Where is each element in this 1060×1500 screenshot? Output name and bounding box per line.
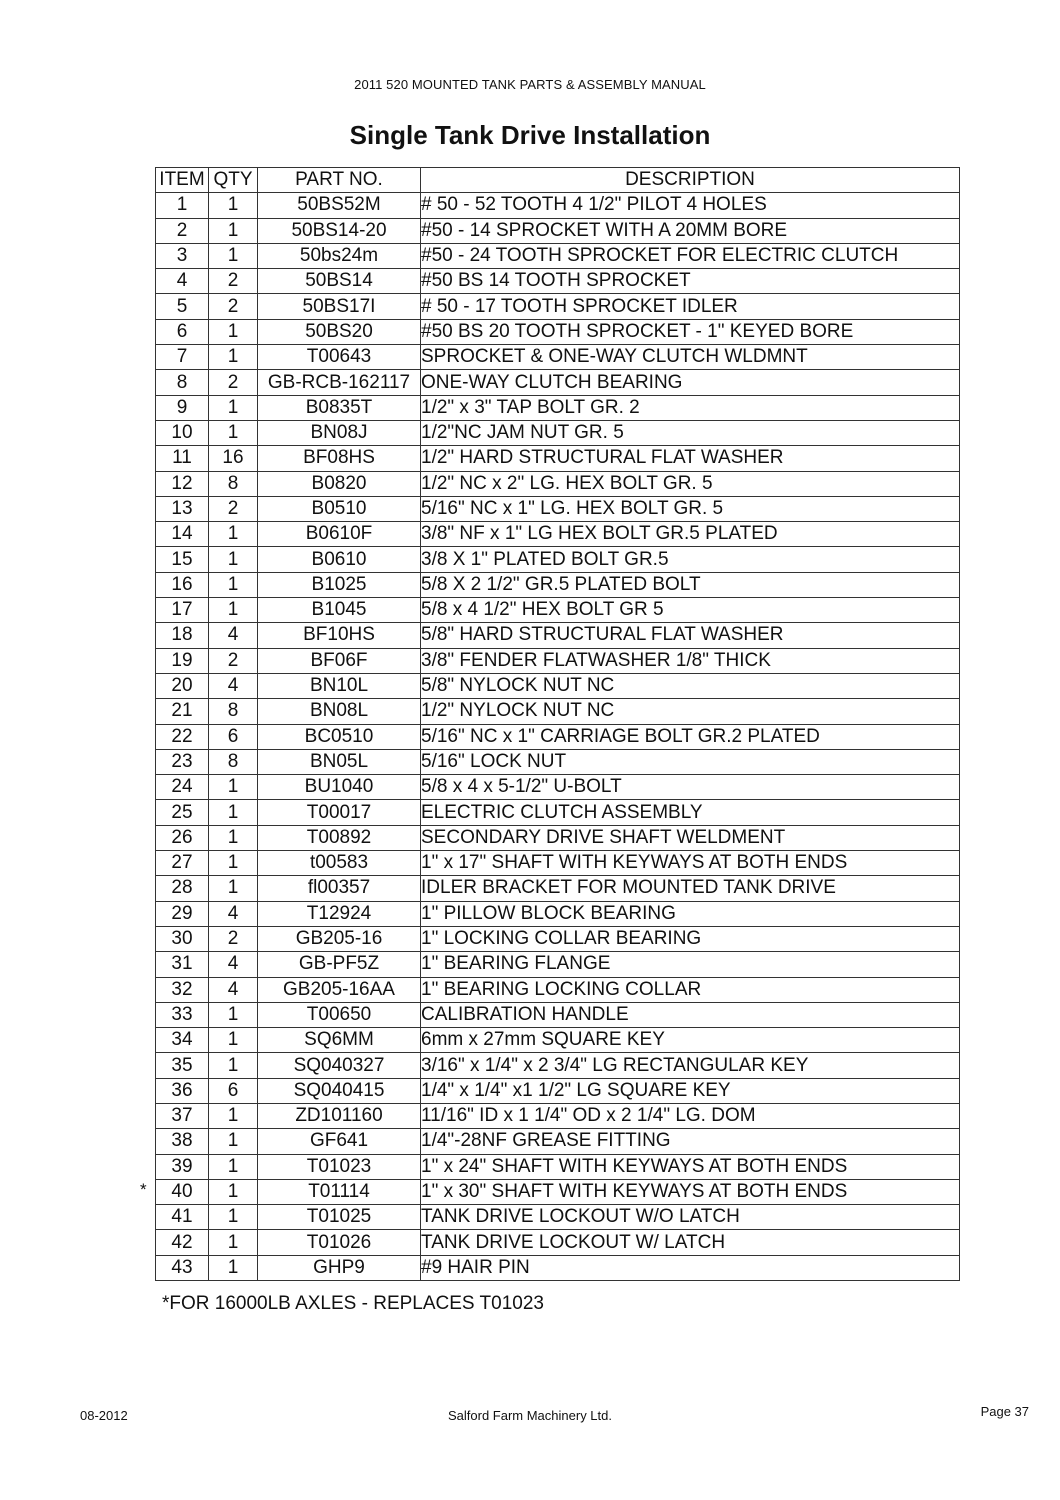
description-cell: 1/2"NC JAM NUT GR. 5 xyxy=(421,420,960,445)
part-no-cell: T00017 xyxy=(258,800,421,825)
item-cell: 30 xyxy=(156,926,209,951)
description-cell: 11/16" ID x 1 1/4" OD x 2 1/4" LG. DOM xyxy=(421,1103,960,1128)
qty-cell: 2 xyxy=(209,269,258,294)
item-cell: 41 xyxy=(156,1205,209,1230)
part-no-cell: 50BS20 xyxy=(258,319,421,344)
description-cell: TANK DRIVE LOCKOUT W/ LATCH xyxy=(421,1230,960,1255)
part-no-cell: GB-PF5Z xyxy=(258,952,421,977)
description-cell: 1" x 17" SHAFT WITH KEYWAYS AT BOTH ENDS xyxy=(421,851,960,876)
part-no-cell: B1025 xyxy=(258,572,421,597)
item-cell: 13 xyxy=(156,496,209,521)
table-row xyxy=(156,572,960,597)
item-cell: 25 xyxy=(156,800,209,825)
item-cell: 42 xyxy=(156,1230,209,1255)
part-no-cell: B0610F xyxy=(258,522,421,547)
item-cell: 12 xyxy=(156,471,209,496)
qty-cell: 4 xyxy=(209,952,258,977)
item-cell: 19 xyxy=(156,648,209,673)
item-cell: 31 xyxy=(156,952,209,977)
qty-cell: 1 xyxy=(209,193,258,218)
description-cell: 5/8 x 4 x 5-1/2" U-BOLT xyxy=(421,775,960,800)
item-cell: 14 xyxy=(156,522,209,547)
table-row xyxy=(156,395,960,420)
item-cell: 39 xyxy=(156,1154,209,1179)
part-no-cell: BU1040 xyxy=(258,775,421,800)
qty-cell: 2 xyxy=(209,294,258,319)
description-cell: 1" x 24" SHAFT WITH KEYWAYS AT BOTH ENDS xyxy=(421,1154,960,1179)
table-row xyxy=(156,673,960,698)
qty-cell: 1 xyxy=(209,572,258,597)
part-no-cell: 50bs24m xyxy=(258,243,421,268)
part-no-cell: T00892 xyxy=(258,825,421,850)
description-cell: 5/16" NC x 1" CARRIAGE BOLT GR.2 PLATED xyxy=(421,724,960,749)
qty-cell: 1 xyxy=(209,420,258,445)
part-no-cell: 50BS52M xyxy=(258,193,421,218)
item-cell: 33 xyxy=(156,1002,209,1027)
footer-date: 08-2012 xyxy=(80,1408,128,1423)
item-cell: 11 xyxy=(156,446,209,471)
description-cell: 5/16" LOCK NUT xyxy=(421,749,960,774)
row-marker-asterisk: * xyxy=(140,1180,147,1199)
description-cell: 3/16" x 1/4" x 2 3/4" LG RECTANGULAR KEY xyxy=(421,1053,960,1078)
qty-cell: 1 xyxy=(209,800,258,825)
part-no-cell: BC0510 xyxy=(258,724,421,749)
description-cell: 1/2" NC x 2" LG. HEX BOLT GR. 5 xyxy=(421,471,960,496)
description-cell: CALIBRATION HANDLE xyxy=(421,1002,960,1027)
part-no-cell: 50BS14-20 xyxy=(258,218,421,243)
description-cell: 1/4"-28NF GREASE FITTING xyxy=(421,1129,960,1154)
item-cell: 40 xyxy=(156,1179,209,1204)
part-no-cell: T12924 xyxy=(258,901,421,926)
table-row xyxy=(156,901,960,926)
description-cell: 3/8" NF x 1" LG HEX BOLT GR.5 PLATED xyxy=(421,522,960,547)
table-row xyxy=(156,1028,960,1053)
item-cell: 27 xyxy=(156,851,209,876)
description-cell: #9 HAIR PIN xyxy=(421,1255,960,1280)
qty-cell: 1 xyxy=(209,851,258,876)
qty-cell: 4 xyxy=(209,623,258,648)
column-header-description: DESCRIPTION xyxy=(421,168,960,193)
part-no-cell: 50BS14 xyxy=(258,269,421,294)
qty-cell: 1 xyxy=(209,1103,258,1128)
description-cell: 1/2" x 3" TAP BOLT GR. 2 xyxy=(421,395,960,420)
table-row xyxy=(156,1129,960,1154)
qty-cell: 1 xyxy=(209,395,258,420)
table-row xyxy=(156,598,960,623)
qty-cell: 1 xyxy=(209,345,258,370)
table-row xyxy=(156,876,960,901)
qty-cell: 6 xyxy=(209,724,258,749)
qty-cell: 1 xyxy=(209,1002,258,1027)
qty-cell: 16 xyxy=(209,446,258,471)
item-cell: 24 xyxy=(156,775,209,800)
part-no-cell: GHP9 xyxy=(258,1255,421,1280)
qty-cell: 2 xyxy=(209,926,258,951)
item-cell: 28 xyxy=(156,876,209,901)
item-cell: 2 xyxy=(156,218,209,243)
table-row xyxy=(156,370,960,395)
part-no-cell: SQ6MM xyxy=(258,1028,421,1053)
description-cell: 1/2" HARD STRUCTURAL FLAT WASHER xyxy=(421,446,960,471)
description-cell: 1/4" x 1/4" x1 1/2" LG SQUARE KEY xyxy=(421,1078,960,1103)
description-cell: SECONDARY DRIVE SHAFT WELDMENT xyxy=(421,825,960,850)
part-no-cell: SQ040327 xyxy=(258,1053,421,1078)
table-row xyxy=(156,269,960,294)
manual-header: 2011 520 MOUNTED TANK PARTS & ASSEMBLY MANUAL xyxy=(354,77,706,92)
description-cell: TANK DRIVE LOCKOUT W/O LATCH xyxy=(421,1205,960,1230)
part-no-cell: T00643 xyxy=(258,345,421,370)
table-row xyxy=(156,749,960,774)
item-cell: 36 xyxy=(156,1078,209,1103)
item-cell: 4 xyxy=(156,269,209,294)
page-title: Single Tank Drive Installation xyxy=(349,120,711,150)
footer-company: Salford Farm Machinery Ltd. xyxy=(447,1408,612,1423)
qty-cell: 1 xyxy=(209,1053,258,1078)
qty-cell: 1 xyxy=(209,319,258,344)
description-cell: # 50 - 17 TOOTH SPROCKET IDLER xyxy=(421,294,960,319)
parts-table-body xyxy=(156,193,960,1281)
qty-cell: 4 xyxy=(209,977,258,1002)
part-no-cell: GB-RCB-162117 xyxy=(258,370,421,395)
part-no-cell: GF641 xyxy=(258,1129,421,1154)
part-no-cell: BF10HS xyxy=(258,623,421,648)
item-cell: 23 xyxy=(156,749,209,774)
table-row xyxy=(156,1255,960,1280)
table-row xyxy=(156,522,960,547)
part-no-cell: BN10L xyxy=(258,673,421,698)
description-cell: 1" LOCKING COLLAR BEARING xyxy=(421,926,960,951)
table-row xyxy=(156,851,960,876)
footnote: *FOR 16000LB AXLES - REPLACES T01023 xyxy=(162,1293,544,1314)
part-no-cell: GB205-16 xyxy=(258,926,421,951)
description-cell: 5/8 X 2 1/2" GR.5 PLATED BOLT xyxy=(421,572,960,597)
description-cell: 3/8 X 1" PLATED BOLT GR.5 xyxy=(421,547,960,572)
part-no-cell: 50BS17I xyxy=(258,294,421,319)
qty-cell: 1 xyxy=(209,1129,258,1154)
column-header-part-no: PART NO. xyxy=(258,168,421,193)
table-header-row xyxy=(156,168,960,193)
item-cell: 9 xyxy=(156,395,209,420)
part-no-cell: BN08L xyxy=(258,699,421,724)
item-cell: 34 xyxy=(156,1028,209,1053)
description-cell: 5/8 x 4 1/2" HEX BOLT GR 5 xyxy=(421,598,960,623)
qty-cell: 8 xyxy=(209,749,258,774)
table-row xyxy=(156,345,960,370)
qty-cell: 6 xyxy=(209,1078,258,1103)
part-no-cell: B0835T xyxy=(258,395,421,420)
table-row xyxy=(156,699,960,724)
item-cell: 18 xyxy=(156,623,209,648)
qty-cell: 1 xyxy=(209,1230,258,1255)
description-cell: #50 - 24 TOOTH SPROCKET FOR ELECTRIC CLUTCH xyxy=(421,243,960,268)
description-cell: #50 BS 14 TOOTH SPROCKET xyxy=(421,269,960,294)
table-row xyxy=(156,977,960,1002)
qty-cell: 1 xyxy=(209,825,258,850)
column-header-qty: QTY xyxy=(209,168,258,193)
qty-cell: 1 xyxy=(209,243,258,268)
item-cell: 1 xyxy=(156,193,209,218)
part-no-cell: BN08J xyxy=(258,420,421,445)
table-row xyxy=(156,1078,960,1103)
description-cell: 1" BEARING LOCKING COLLAR xyxy=(421,977,960,1002)
part-no-cell: B0510 xyxy=(258,496,421,521)
description-cell: IDLER BRACKET FOR MOUNTED TANK DRIVE xyxy=(421,876,960,901)
description-cell: 5/8" NYLOCK NUT NC xyxy=(421,673,960,698)
item-cell: 15 xyxy=(156,547,209,572)
part-no-cell: T00650 xyxy=(258,1002,421,1027)
table-row xyxy=(156,775,960,800)
item-cell: 16 xyxy=(156,572,209,597)
item-cell: 22 xyxy=(156,724,209,749)
description-cell: 1" x 30" SHAFT WITH KEYWAYS AT BOTH ENDS xyxy=(421,1179,960,1204)
table-row xyxy=(156,446,960,471)
table-row xyxy=(156,1230,960,1255)
qty-cell: 1 xyxy=(209,876,258,901)
table-row xyxy=(156,496,960,521)
part-no-cell: GB205-16AA xyxy=(258,977,421,1002)
part-no-cell: T01026 xyxy=(258,1230,421,1255)
table-row xyxy=(156,1103,960,1128)
table-row xyxy=(156,218,960,243)
qty-cell: 2 xyxy=(209,370,258,395)
item-cell: 6 xyxy=(156,319,209,344)
qty-cell: 1 xyxy=(209,522,258,547)
description-cell: 6mm x 27mm SQUARE KEY xyxy=(421,1028,960,1053)
item-cell: 3 xyxy=(156,243,209,268)
qty-cell: 1 xyxy=(209,775,258,800)
table-row xyxy=(156,648,960,673)
qty-cell: 8 xyxy=(209,471,258,496)
part-no-cell: B0610 xyxy=(258,547,421,572)
qty-cell: 1 xyxy=(209,1255,258,1280)
item-cell: 17 xyxy=(156,598,209,623)
qty-cell: 1 xyxy=(209,598,258,623)
item-cell: 7 xyxy=(156,345,209,370)
description-cell: 3/8" FENDER FLATWASHER 1/8" THICK xyxy=(421,648,960,673)
table-row xyxy=(156,1053,960,1078)
table-row xyxy=(156,294,960,319)
parts-table xyxy=(155,167,960,1281)
description-cell: 5/8" HARD STRUCTURAL FLAT WASHER xyxy=(421,623,960,648)
table-row xyxy=(156,547,960,572)
item-cell: 29 xyxy=(156,901,209,926)
part-no-cell: B1045 xyxy=(258,598,421,623)
description-cell: 1/2" NYLOCK NUT NC xyxy=(421,699,960,724)
table-row xyxy=(156,1179,960,1204)
part-no-cell: BF08HS xyxy=(258,446,421,471)
item-cell: 38 xyxy=(156,1129,209,1154)
qty-cell: 1 xyxy=(209,218,258,243)
item-cell: 5 xyxy=(156,294,209,319)
item-cell: 20 xyxy=(156,673,209,698)
footer-page-number: Page 37 xyxy=(980,1404,1029,1419)
description-cell: 5/16" NC x 1" LG. HEX BOLT GR. 5 xyxy=(421,496,960,521)
table-row xyxy=(156,800,960,825)
table-row xyxy=(156,193,960,218)
description-cell: 1" BEARING FLANGE xyxy=(421,952,960,977)
table-row xyxy=(156,243,960,268)
item-cell: 32 xyxy=(156,977,209,1002)
description-cell: #50 - 14 SPROCKET WITH A 20MM BORE xyxy=(421,218,960,243)
description-cell: # 50 - 52 TOOTH 4 1/2" PILOT 4 HOLES xyxy=(421,193,960,218)
description-cell: SPROCKET & ONE-WAY CLUTCH WLDMNT xyxy=(421,345,960,370)
qty-cell: 1 xyxy=(209,1179,258,1204)
table-row xyxy=(156,1002,960,1027)
description-cell: ONE-WAY CLUTCH BEARING xyxy=(421,370,960,395)
table-row xyxy=(156,471,960,496)
qty-cell: 1 xyxy=(209,547,258,572)
item-cell: 43 xyxy=(156,1255,209,1280)
item-cell: 21 xyxy=(156,699,209,724)
qty-cell: 1 xyxy=(209,1154,258,1179)
table-row xyxy=(156,952,960,977)
description-cell: 1" PILLOW BLOCK BEARING xyxy=(421,901,960,926)
item-cell: 8 xyxy=(156,370,209,395)
qty-cell: 1 xyxy=(209,1028,258,1053)
item-cell: 37 xyxy=(156,1103,209,1128)
part-no-cell: T01025 xyxy=(258,1205,421,1230)
part-no-cell: ZD101160 xyxy=(258,1103,421,1128)
description-cell: ELECTRIC CLUTCH ASSEMBLY xyxy=(421,800,960,825)
item-cell: 35 xyxy=(156,1053,209,1078)
table-row xyxy=(156,1154,960,1179)
qty-cell: 2 xyxy=(209,496,258,521)
table-row xyxy=(156,623,960,648)
part-no-cell: BN05L xyxy=(258,749,421,774)
part-no-cell: B0820 xyxy=(258,471,421,496)
table-row xyxy=(156,1205,960,1230)
column-header-item: ITEM xyxy=(156,168,209,193)
part-no-cell: T01023 xyxy=(258,1154,421,1179)
qty-cell: 8 xyxy=(209,699,258,724)
qty-cell: 2 xyxy=(209,648,258,673)
item-cell: 10 xyxy=(156,420,209,445)
part-no-cell: SQ040415 xyxy=(258,1078,421,1103)
table-row xyxy=(156,724,960,749)
qty-cell: 4 xyxy=(209,901,258,926)
table-row xyxy=(156,420,960,445)
qty-cell: 1 xyxy=(209,1205,258,1230)
part-no-cell: t00583 xyxy=(258,851,421,876)
part-no-cell: BF06F xyxy=(258,648,421,673)
qty-cell: 4 xyxy=(209,673,258,698)
table-row xyxy=(156,319,960,344)
table-row xyxy=(156,825,960,850)
part-no-cell: T01114 xyxy=(258,1179,421,1204)
item-cell: 26 xyxy=(156,825,209,850)
table-row xyxy=(156,926,960,951)
description-cell: #50 BS 20 TOOTH SPROCKET - 1" KEYED BORE xyxy=(421,319,960,344)
part-no-cell: fl00357 xyxy=(258,876,421,901)
